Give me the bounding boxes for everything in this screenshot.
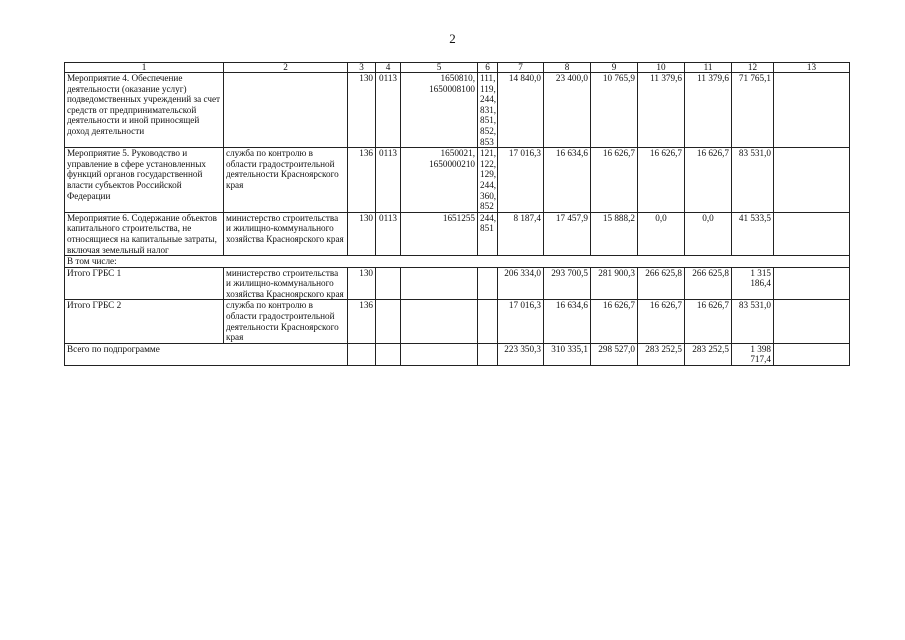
grand-total-label: Всего по подпрограмме [65, 343, 348, 365]
column-number: 4 [376, 63, 401, 73]
measure-row [65, 148, 850, 213]
vr-code: 111, 119, 244, 831, 851, 852, 853 [478, 73, 498, 148]
note-cell [774, 343, 850, 365]
column-number: 9 [591, 63, 638, 73]
year-5-amount: 266 625,8 [685, 267, 732, 300]
total-amount: 83 531,0 [732, 300, 774, 343]
grbs-code: 136 [348, 148, 376, 213]
year-3-amount: 16 626,7 [591, 300, 638, 343]
year-3-amount: 15 888,2 [591, 212, 638, 255]
year-2-amount: 23 400,0 [544, 73, 591, 148]
subprogram-budget-table [64, 62, 850, 366]
column-number: 8 [544, 63, 591, 73]
year-5-amount: 11 379,6 [685, 73, 732, 148]
measure-name: Мероприятие 5. Руководство и управление в сфере установленных функций органов государственной власти субъектов Российской Федерации [65, 148, 224, 213]
grbs-code: 130 [348, 267, 376, 300]
grbs-total-name: Итого ГРБС 1 [65, 267, 224, 300]
column-number: 6 [478, 63, 498, 73]
responsible-org [224, 73, 348, 148]
vr-code [478, 343, 498, 365]
year-3-amount: 281 900,3 [591, 267, 638, 300]
note-cell [774, 148, 850, 213]
csr-code [401, 300, 478, 343]
rzpr-code: 0113 [376, 212, 401, 255]
note-cell [774, 267, 850, 300]
measure-name: Мероприятие 4. Обеспечение деятельности (оказание услуг) подведомственных учреждений за счет средств от предпринимательской деятельности и иной приносящей доход деятельности [65, 73, 224, 148]
year-2-amount: 310 335,1 [544, 343, 591, 365]
vr-code: 244, 851 [478, 212, 498, 255]
column-number-header-row [65, 63, 850, 73]
year-1-amount: 17 016,3 [498, 148, 544, 213]
rzpr-code: 0113 [376, 148, 401, 213]
measure-row [65, 212, 850, 255]
total-amount: 41 533,5 [732, 212, 774, 255]
year-3-amount: 298 527,0 [591, 343, 638, 365]
vr-code [478, 267, 498, 300]
year-4-amount: 16 626,7 [638, 300, 685, 343]
column-number: 2 [224, 63, 348, 73]
year-3-amount: 16 626,7 [591, 148, 638, 213]
year-1-amount: 17 016,3 [498, 300, 544, 343]
grbs-total-name: Итого ГРБС 2 [65, 300, 224, 343]
year-4-amount: 11 379,6 [638, 73, 685, 148]
year-2-amount: 17 457,9 [544, 212, 591, 255]
note-cell [774, 73, 850, 148]
year-4-amount: 283 252,5 [638, 343, 685, 365]
vr-code: 121, 122, 129, 244, 360, 852 [478, 148, 498, 213]
grbs-code: 130 [348, 212, 376, 255]
measure-row [65, 73, 850, 148]
note-cell [774, 300, 850, 343]
total-amount: 83 531,0 [732, 148, 774, 213]
csr-code: 1651255 [401, 212, 478, 255]
year-1-amount: 8 187,4 [498, 212, 544, 255]
grbs-code: 130 [348, 73, 376, 148]
page-number: 2 [449, 31, 456, 46]
total-amount: 1 398 717,4 [732, 343, 774, 365]
column-number: 12 [732, 63, 774, 73]
grbs-code [348, 343, 376, 365]
note-cell [774, 212, 850, 255]
rzpr-code [376, 300, 401, 343]
year-5-amount: 16 626,7 [685, 300, 732, 343]
year-5-amount: 0,0 [685, 212, 732, 255]
in-total-row [65, 256, 850, 268]
rzpr-code: 0113 [376, 73, 401, 148]
responsible-org: министерство строительства и жилищно-коммунального хозяйства Красноярского края [224, 212, 348, 255]
column-number: 5 [401, 63, 478, 73]
measure-name: Мероприятие 6. Содержание объектов капитального строительства, не относящиеся на капитальные затраты, включая земельный налог [65, 212, 224, 255]
grbs-total-row [65, 267, 850, 300]
grbs-total-row [65, 300, 850, 343]
vr-code [478, 300, 498, 343]
year-5-amount: 16 626,7 [685, 148, 732, 213]
year-2-amount: 16 634,6 [544, 148, 591, 213]
in-total-label: В том числе: [65, 256, 850, 268]
csr-code: 1650810, 1650008100 [401, 73, 478, 148]
year-1-amount: 206 334,0 [498, 267, 544, 300]
responsible-org: служба по контролю в области градостроительной деятельности Красноярского края [224, 148, 348, 213]
year-4-amount: 16 626,7 [638, 148, 685, 213]
year-4-amount: 266 625,8 [638, 267, 685, 300]
column-number: 1 [65, 63, 224, 73]
year-1-amount: 14 840,0 [498, 73, 544, 148]
csr-code [401, 343, 478, 365]
column-number: 13 [774, 63, 850, 73]
column-number: 7 [498, 63, 544, 73]
column-number: 10 [638, 63, 685, 73]
year-2-amount: 16 634,6 [544, 300, 591, 343]
csr-code [401, 267, 478, 300]
csr-code: 1650021, 1650000210 [401, 148, 478, 213]
column-number: 3 [348, 63, 376, 73]
responsible-org: служба по контролю в области градостроительной деятельности Красноярского края [224, 300, 348, 343]
total-amount: 71 765,1 [732, 73, 774, 148]
column-number: 11 [685, 63, 732, 73]
grand-total-row [65, 343, 850, 365]
rzpr-code [376, 343, 401, 365]
year-1-amount: 223 350,3 [498, 343, 544, 365]
total-amount: 1 315 186,4 [732, 267, 774, 300]
rzpr-code [376, 267, 401, 300]
year-4-amount: 0,0 [638, 212, 685, 255]
responsible-org: министерство строительства и жилищно-коммунального хозяйства Красноярского края [224, 267, 348, 300]
year-2-amount: 293 700,5 [544, 267, 591, 300]
year-5-amount: 283 252,5 [685, 343, 732, 365]
grbs-code: 136 [348, 300, 376, 343]
year-3-amount: 10 765,9 [591, 73, 638, 148]
